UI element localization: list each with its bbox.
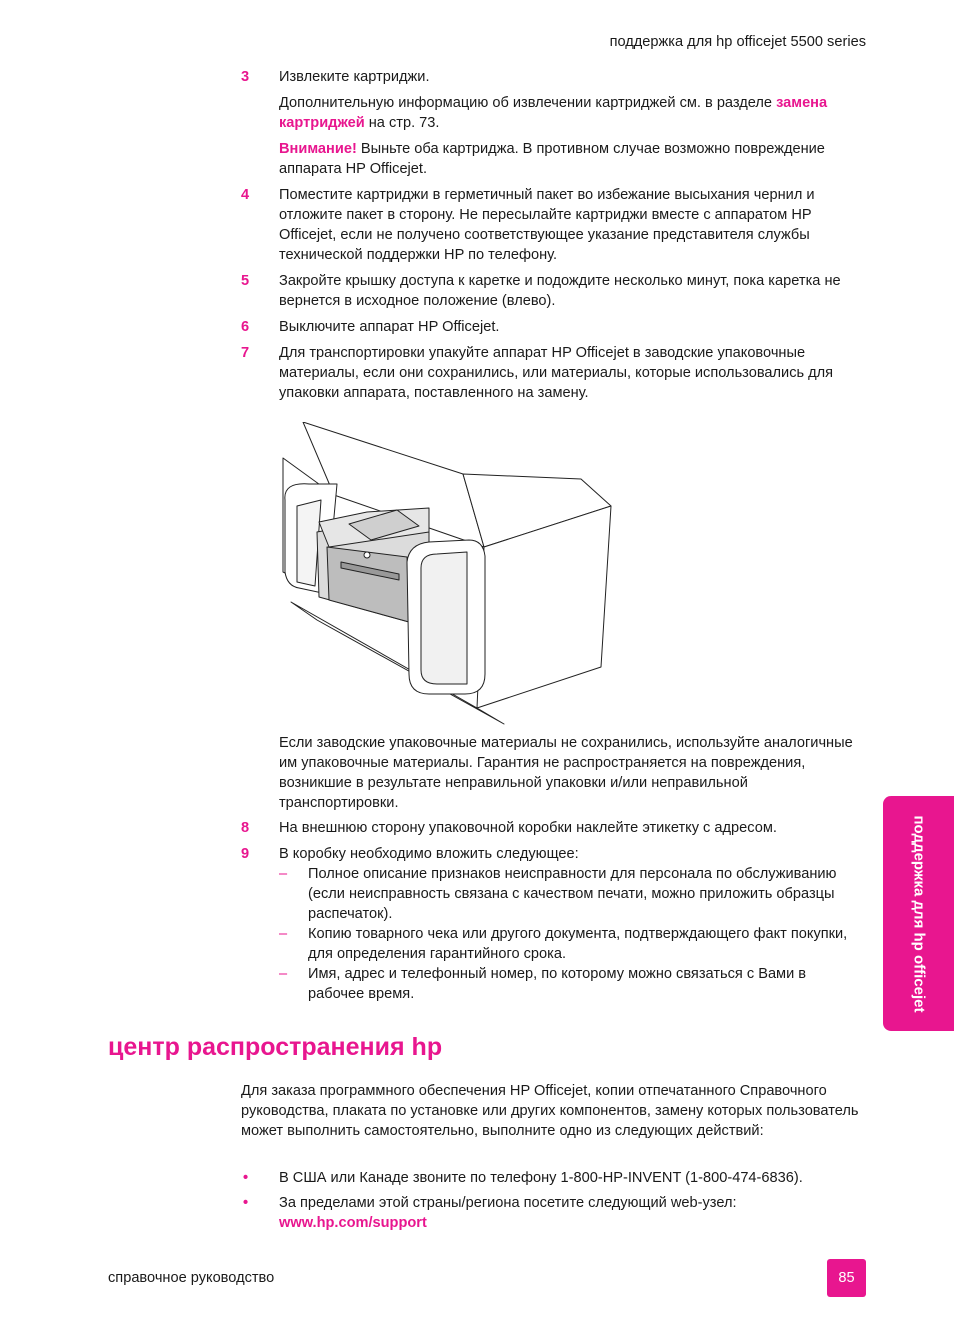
bullet-item (241, 1168, 866, 1188)
bullet-marker: • (243, 1170, 249, 1186)
step-number: 5 (241, 273, 250, 289)
step-number: 9 (241, 846, 250, 862)
step-9 (241, 844, 866, 1004)
support-url-link[interactable]: www.hp.com/support (279, 1215, 427, 1231)
step-text: Выключите аппарат HP Officejet. (279, 319, 500, 335)
bullet-text: В США или Канаде звоните по телефону 1-800-HP-INVENT (1-800-474-6836). (279, 1170, 803, 1186)
step-number: 6 (241, 319, 250, 335)
step-number: 3 (241, 69, 250, 85)
warning-text: Выньте оба картриджа. В противном случае возможно повреждение аппарата HP Officejet. (279, 141, 825, 177)
dash-marker: – (279, 926, 288, 942)
step-text: Поместите картриджи в герметичный пакет во избежание высыхания чернил и отложите пакет в сторону. Не пересылайте картриджи вместе с аппаратом HP Officejet, если не получено соответствующее указание представителя службы технической поддержки HP по телефону. (279, 187, 815, 263)
step-number: 7 (241, 345, 250, 361)
dash-marker: – (279, 966, 288, 982)
dash-marker: – (279, 866, 288, 882)
replace-cartridges-link[interactable]: замена картриджей (279, 95, 828, 131)
packaging-note: Если заводские упаковочные материалы не сохранились, используйте аналогичные им упаковочные материалы. Гарантия не распространяется на повреждения, возникшие в результате неправильной упаковки и/или неправильной транспортировки. (279, 735, 853, 811)
sub-item (279, 964, 866, 1004)
info-text-after: на стр. 73. (364, 115, 440, 131)
steps-list-bottom (241, 818, 866, 1010)
step-text: В коробку необходимо вложить следующее: (279, 846, 579, 862)
bullet-item (241, 1193, 866, 1233)
step-7 (241, 343, 866, 403)
step-text: Извлеките картриджи. (279, 69, 430, 85)
step-6 (241, 317, 866, 337)
section-intro: Для заказа программного обеспечения HP Officejet, копии отпечатанного Справочного руководства, плаката по установке или других компонентов, замену которых пользователь может выполнить самостоятельно, выполните одно из следующих действий: (241, 1083, 859, 1139)
packing-illustration (279, 422, 624, 727)
step-3 (241, 67, 866, 179)
sub-item-text: Имя, адрес и телефонный номер, по которому можно связаться с Вами в рабочее время. (308, 966, 807, 1002)
step-4 (241, 185, 866, 265)
side-tab-label: поддержка для hp officejet (910, 815, 927, 1012)
sub-item (279, 864, 866, 924)
running-header: поддержка для hp officejet 5500 series (609, 34, 866, 50)
bullet-text: За пределами этой страны/региона посетите следующий web-узел: (279, 1195, 737, 1211)
sub-item-text: Копию товарного чека или другого документа, подтверждающего факт покупки, для определения гарантийного срока. (308, 926, 848, 962)
sub-item (279, 924, 866, 964)
steps-list-top (241, 67, 866, 409)
bullet-list (241, 1168, 866, 1238)
foam-right-inner (421, 552, 467, 684)
warning (279, 139, 866, 179)
warning-label: Внимание! (279, 141, 357, 157)
page-number: 85 (827, 1259, 866, 1297)
step-8 (241, 818, 866, 838)
sub-item-text: Полное описание признаков неисправности для персонала по обслуживанию (если неисправность связана с качеством печати, можно приложить образцы распечаток). (308, 866, 837, 922)
side-tab (883, 796, 954, 1031)
step-info (279, 93, 866, 133)
info-text-before: Дополнительную информацию об извлечении картриджей см. в разделе (279, 95, 777, 111)
printer-button (364, 552, 370, 558)
step-text: Закройте крышку доступа к каретке и подождите несколько минут, пока каретка не вернется в исходное положение (влево). (279, 273, 841, 309)
bullet-marker: • (243, 1195, 249, 1211)
step-number: 8 (241, 820, 250, 836)
footer-title: справочное руководство (108, 1270, 275, 1286)
step-text: На внешнюю сторону упаковочной коробки наклейте этикетку с адресом. (279, 820, 777, 836)
step-5 (241, 271, 866, 311)
step-text: Для транспортировки упакуйте аппарат HP Officejet в заводские упаковочные материалы, если они сохранились, или материалы, которые использовались для упаковки аппарата, поставленного на замену. (279, 345, 834, 401)
step-number: 4 (241, 187, 250, 203)
section-title: центр распространения hp (108, 1033, 443, 1061)
